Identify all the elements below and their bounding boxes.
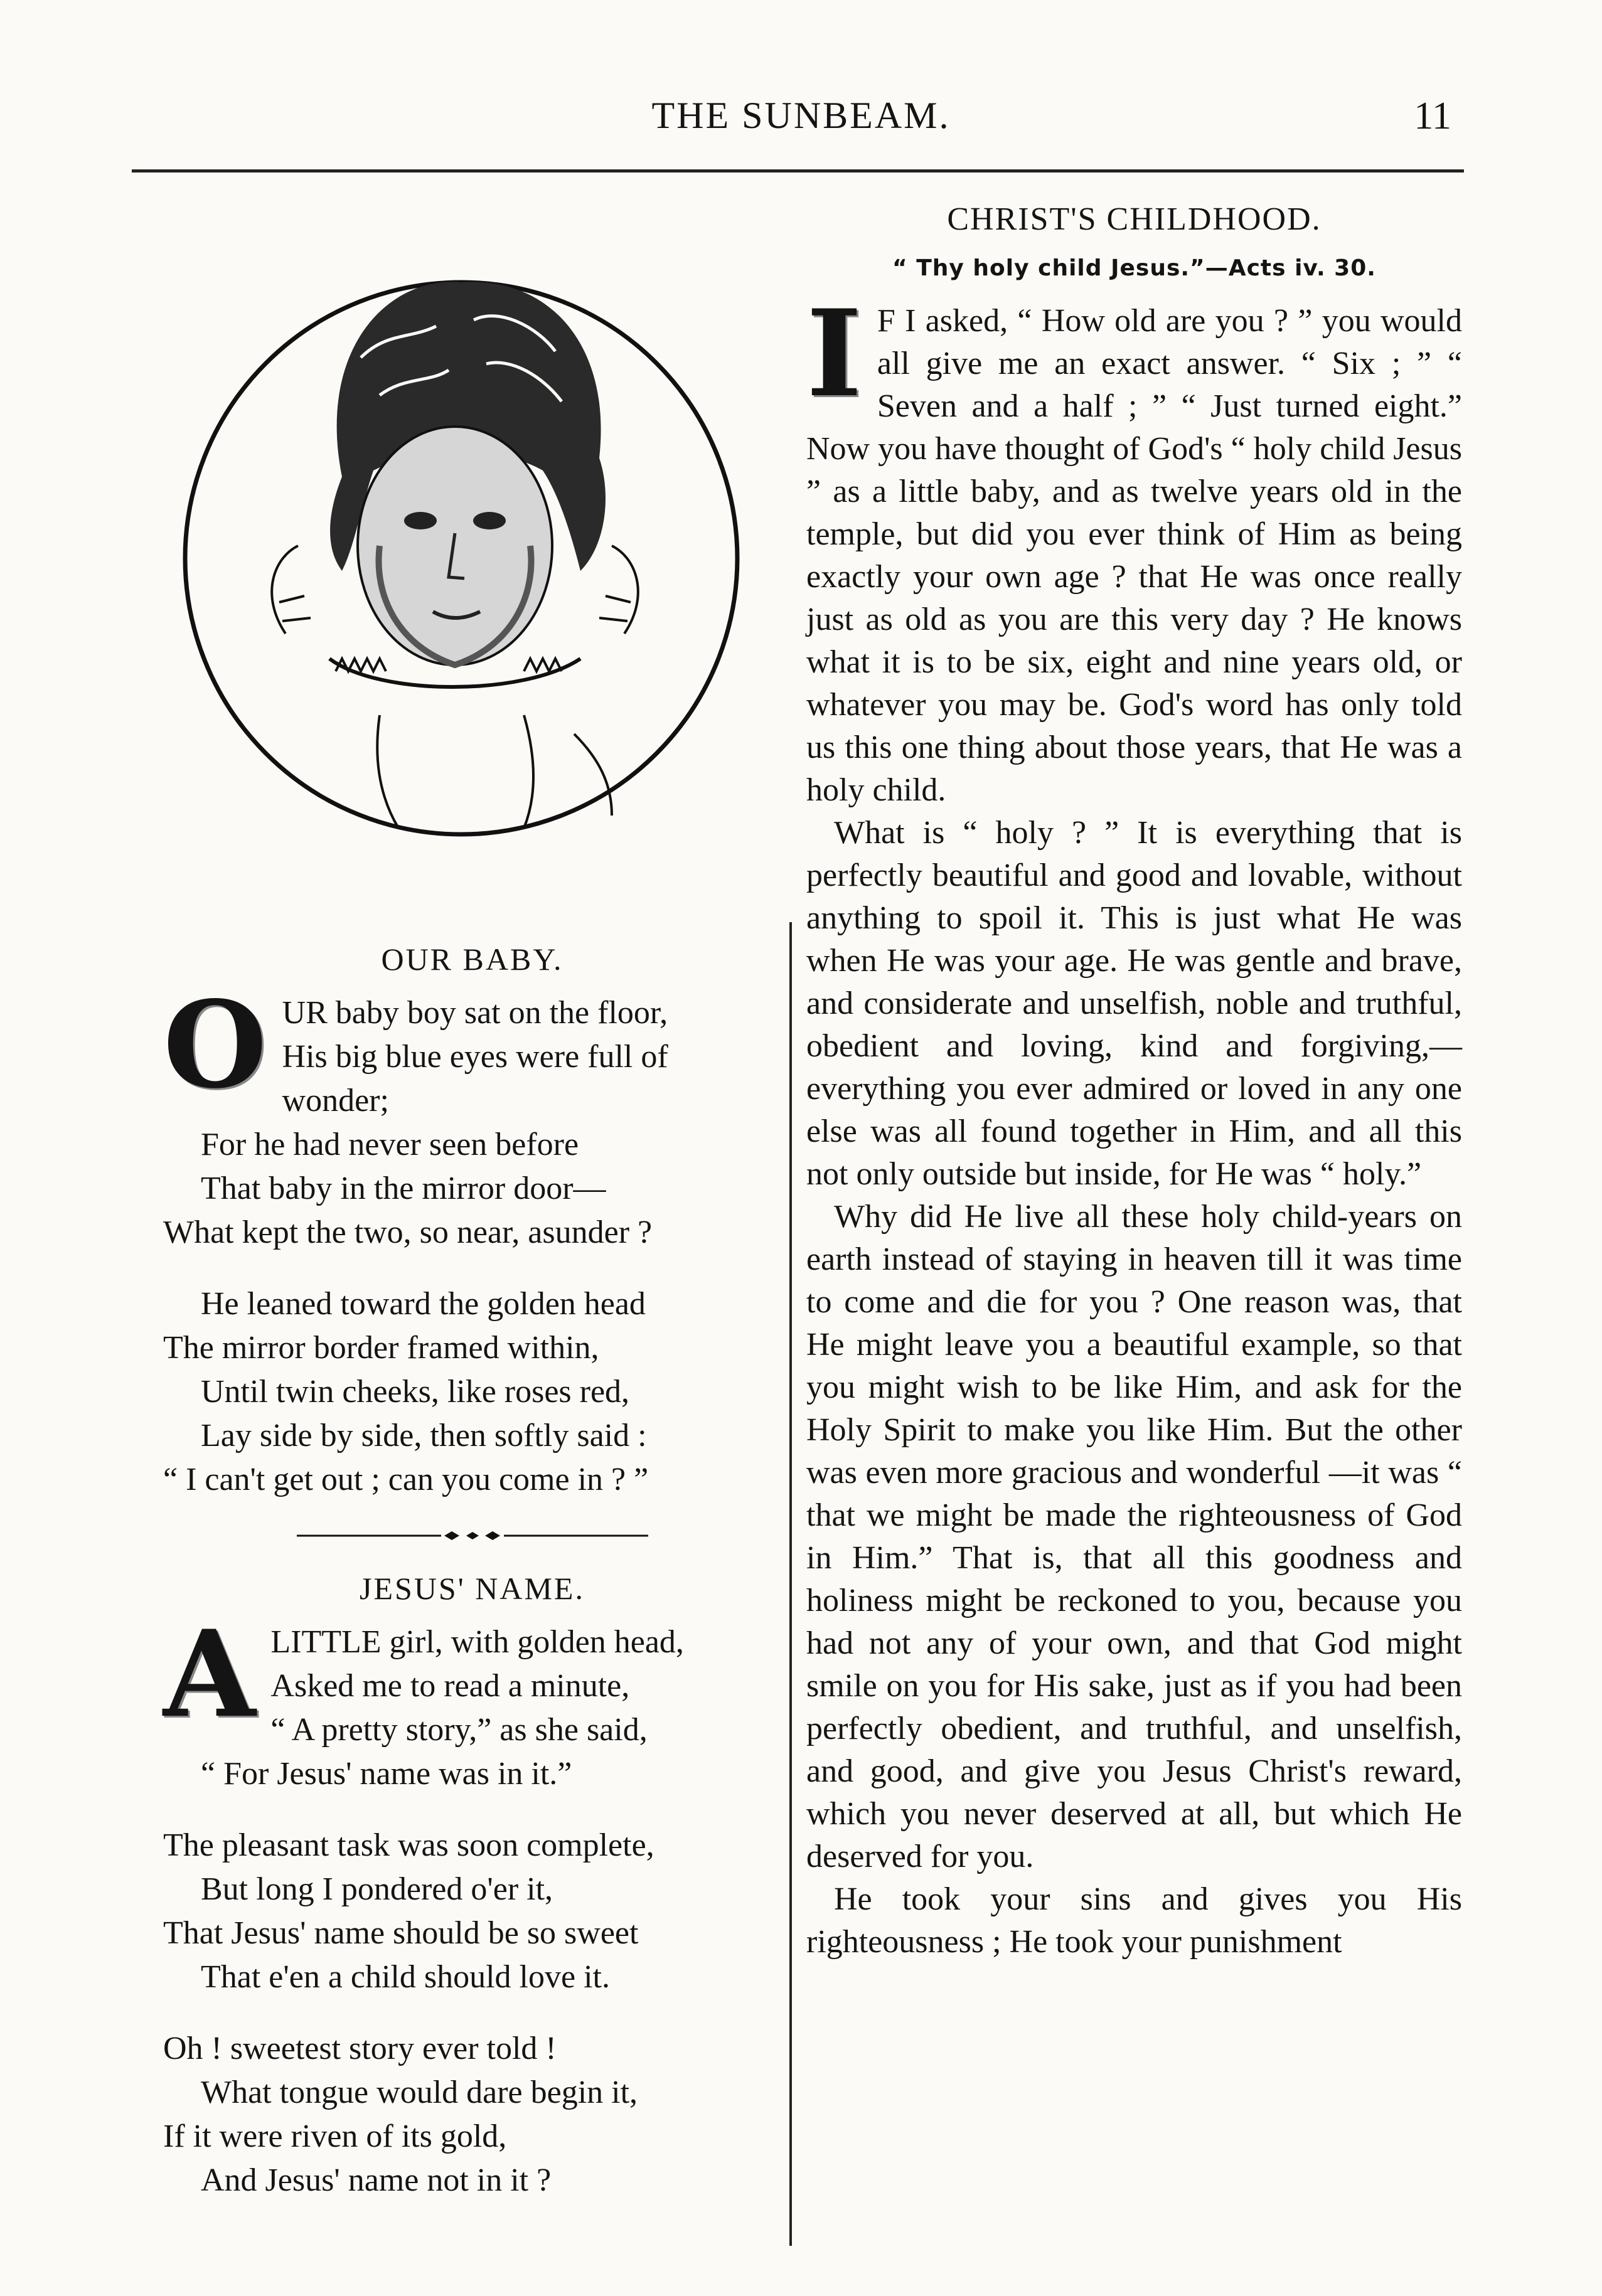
running-header: THE SUNBEAM.	[651, 95, 951, 136]
poem-title-jesus-name: JESUS' NAME.	[360, 1571, 585, 1606]
jesus-name-stanza-3	[163, 2027, 781, 2203]
article-paragraph-4: He took your sins and gives you His righteousness ; He took your punishment	[806, 1881, 1462, 1960]
jesus-name-stanza-1	[163, 1604, 781, 1796]
article-title: CHRIST'S CHILDHOOD.	[947, 201, 1322, 237]
jesus-name-stanza-2	[163, 1824, 781, 1999]
poem-line: That Jesus' name should be so sweet	[163, 1915, 639, 1951]
poem-line: What kept the two, so near, asunder ?	[163, 1214, 653, 1250]
epigraph: “ Thy holy child Jesus.”—Acts iv. 30.	[892, 255, 1376, 281]
poem-line: And Jesus' name not in it ?	[201, 2162, 552, 2198]
header-rule	[132, 169, 1464, 173]
dropcap-a: A	[163, 1604, 256, 1744]
poem-line: He leaned toward the golden head	[201, 1286, 646, 1322]
poem-line: That e'en a child should love it.	[201, 1959, 610, 1995]
left-column	[163, 188, 781, 2230]
poem-line: LITTLE girl, with golden head,	[270, 1624, 684, 1660]
article-paragraph-2: What is “ holy ? ” It is everything that is perfectly beautiful and good and lovable, without anything to spoil it. This is just what He was when He was your age. He was gentle and brave, and considerate and unselfish, noble and truthful, obedient and loving, kind and forgiving,—everything you ever admired or loved in any one else was all found together in Him, and all this not only outside but inside, for He was “ holy.”	[806, 815, 1462, 1192]
article-paragraph-1	[806, 284, 1462, 812]
poem-line: The pleasant task was soon complete,	[163, 1827, 654, 1863]
poem-line: Until twin cheeks, like roses red,	[201, 1374, 630, 1410]
dropcap-i: I	[806, 284, 862, 423]
our-baby-stanza-2	[163, 1282, 781, 1502]
poem-line: Lay side by side, then softly said :	[201, 1418, 647, 1454]
dropcap-o: O	[163, 975, 267, 1115]
paragraph-text: F I asked, “ How old are you ? ” you would all give me an exact answer. “ Six ; ” “ Seven and a half ; ” “ Just turned eight.” Now you have thought of God's “ holy child Jesus ” as a little baby, and as twelve years old in the temple, but did you ever think of Him as being exactly your own age ? that He was once really just as old as you are this very day ? He knows what it is to be six, eight and nine years old, or whatever you may be. God's word has only told us this one thing about those years, that He was a holy child.	[806, 303, 1462, 808]
poem-line: That baby in the mirror door—	[201, 1171, 606, 1206]
poem-line: “ A pretty story,” as she said,	[270, 1712, 648, 1748]
poem-line: wonder;	[282, 1083, 389, 1119]
poem-line: The mirror border framed within,	[163, 1330, 599, 1366]
column-divider	[789, 922, 792, 2246]
poem-line: UR baby boy sat on the floor,	[282, 995, 668, 1031]
section-ornament	[163, 1529, 781, 1545]
poem-line: What tongue would dare begin it,	[201, 2075, 638, 2110]
poem-line: But long I pondered o'er it,	[201, 1871, 553, 1907]
poem-line: “ For Jesus' name was in it.”	[201, 1756, 572, 1792]
baby-portrait-engraving	[173, 194, 750, 922]
right-column	[806, 201, 1462, 1964]
poem-line: “ I can't get out ; can you come in ? ”	[163, 1462, 649, 1497]
our-baby-stanza-1	[163, 975, 781, 1255]
poem-line: If it were riven of its gold,	[163, 2118, 507, 2154]
poem-line: Oh ! sweetest story ever told !	[163, 2031, 557, 2066]
poem-line: Asked me to read a minute,	[270, 1668, 630, 1704]
poem-title-our-baby: OUR BABY.	[381, 942, 563, 977]
poem-line: His big blue eyes were full of	[282, 1039, 668, 1075]
page-number: 11	[1414, 95, 1451, 137]
poem-line: For he had never seen before	[201, 1127, 579, 1162]
article-paragraph-3: Why did He live all these holy child-years on earth instead of staying in heaven till it was time to come and die for you ? One reason was, that He might leave you a beautiful example, so that you might wish to be like Him, and ask for the Holy Spirit to make you like Him. But the other was even more gracious and wonderful —it was “ that we might be made the righteousness of God in Him.” That is, that all this goodness and holiness might be reckoned to you, because you had not any of your own, and that God might smile on you for His sake, just as if you had been perfectly obedient, and truthful, and unselfish, and good, and give you Jesus Christ's reward, which you never deserved at all, but which He deserved for you.	[806, 1199, 1462, 1874]
